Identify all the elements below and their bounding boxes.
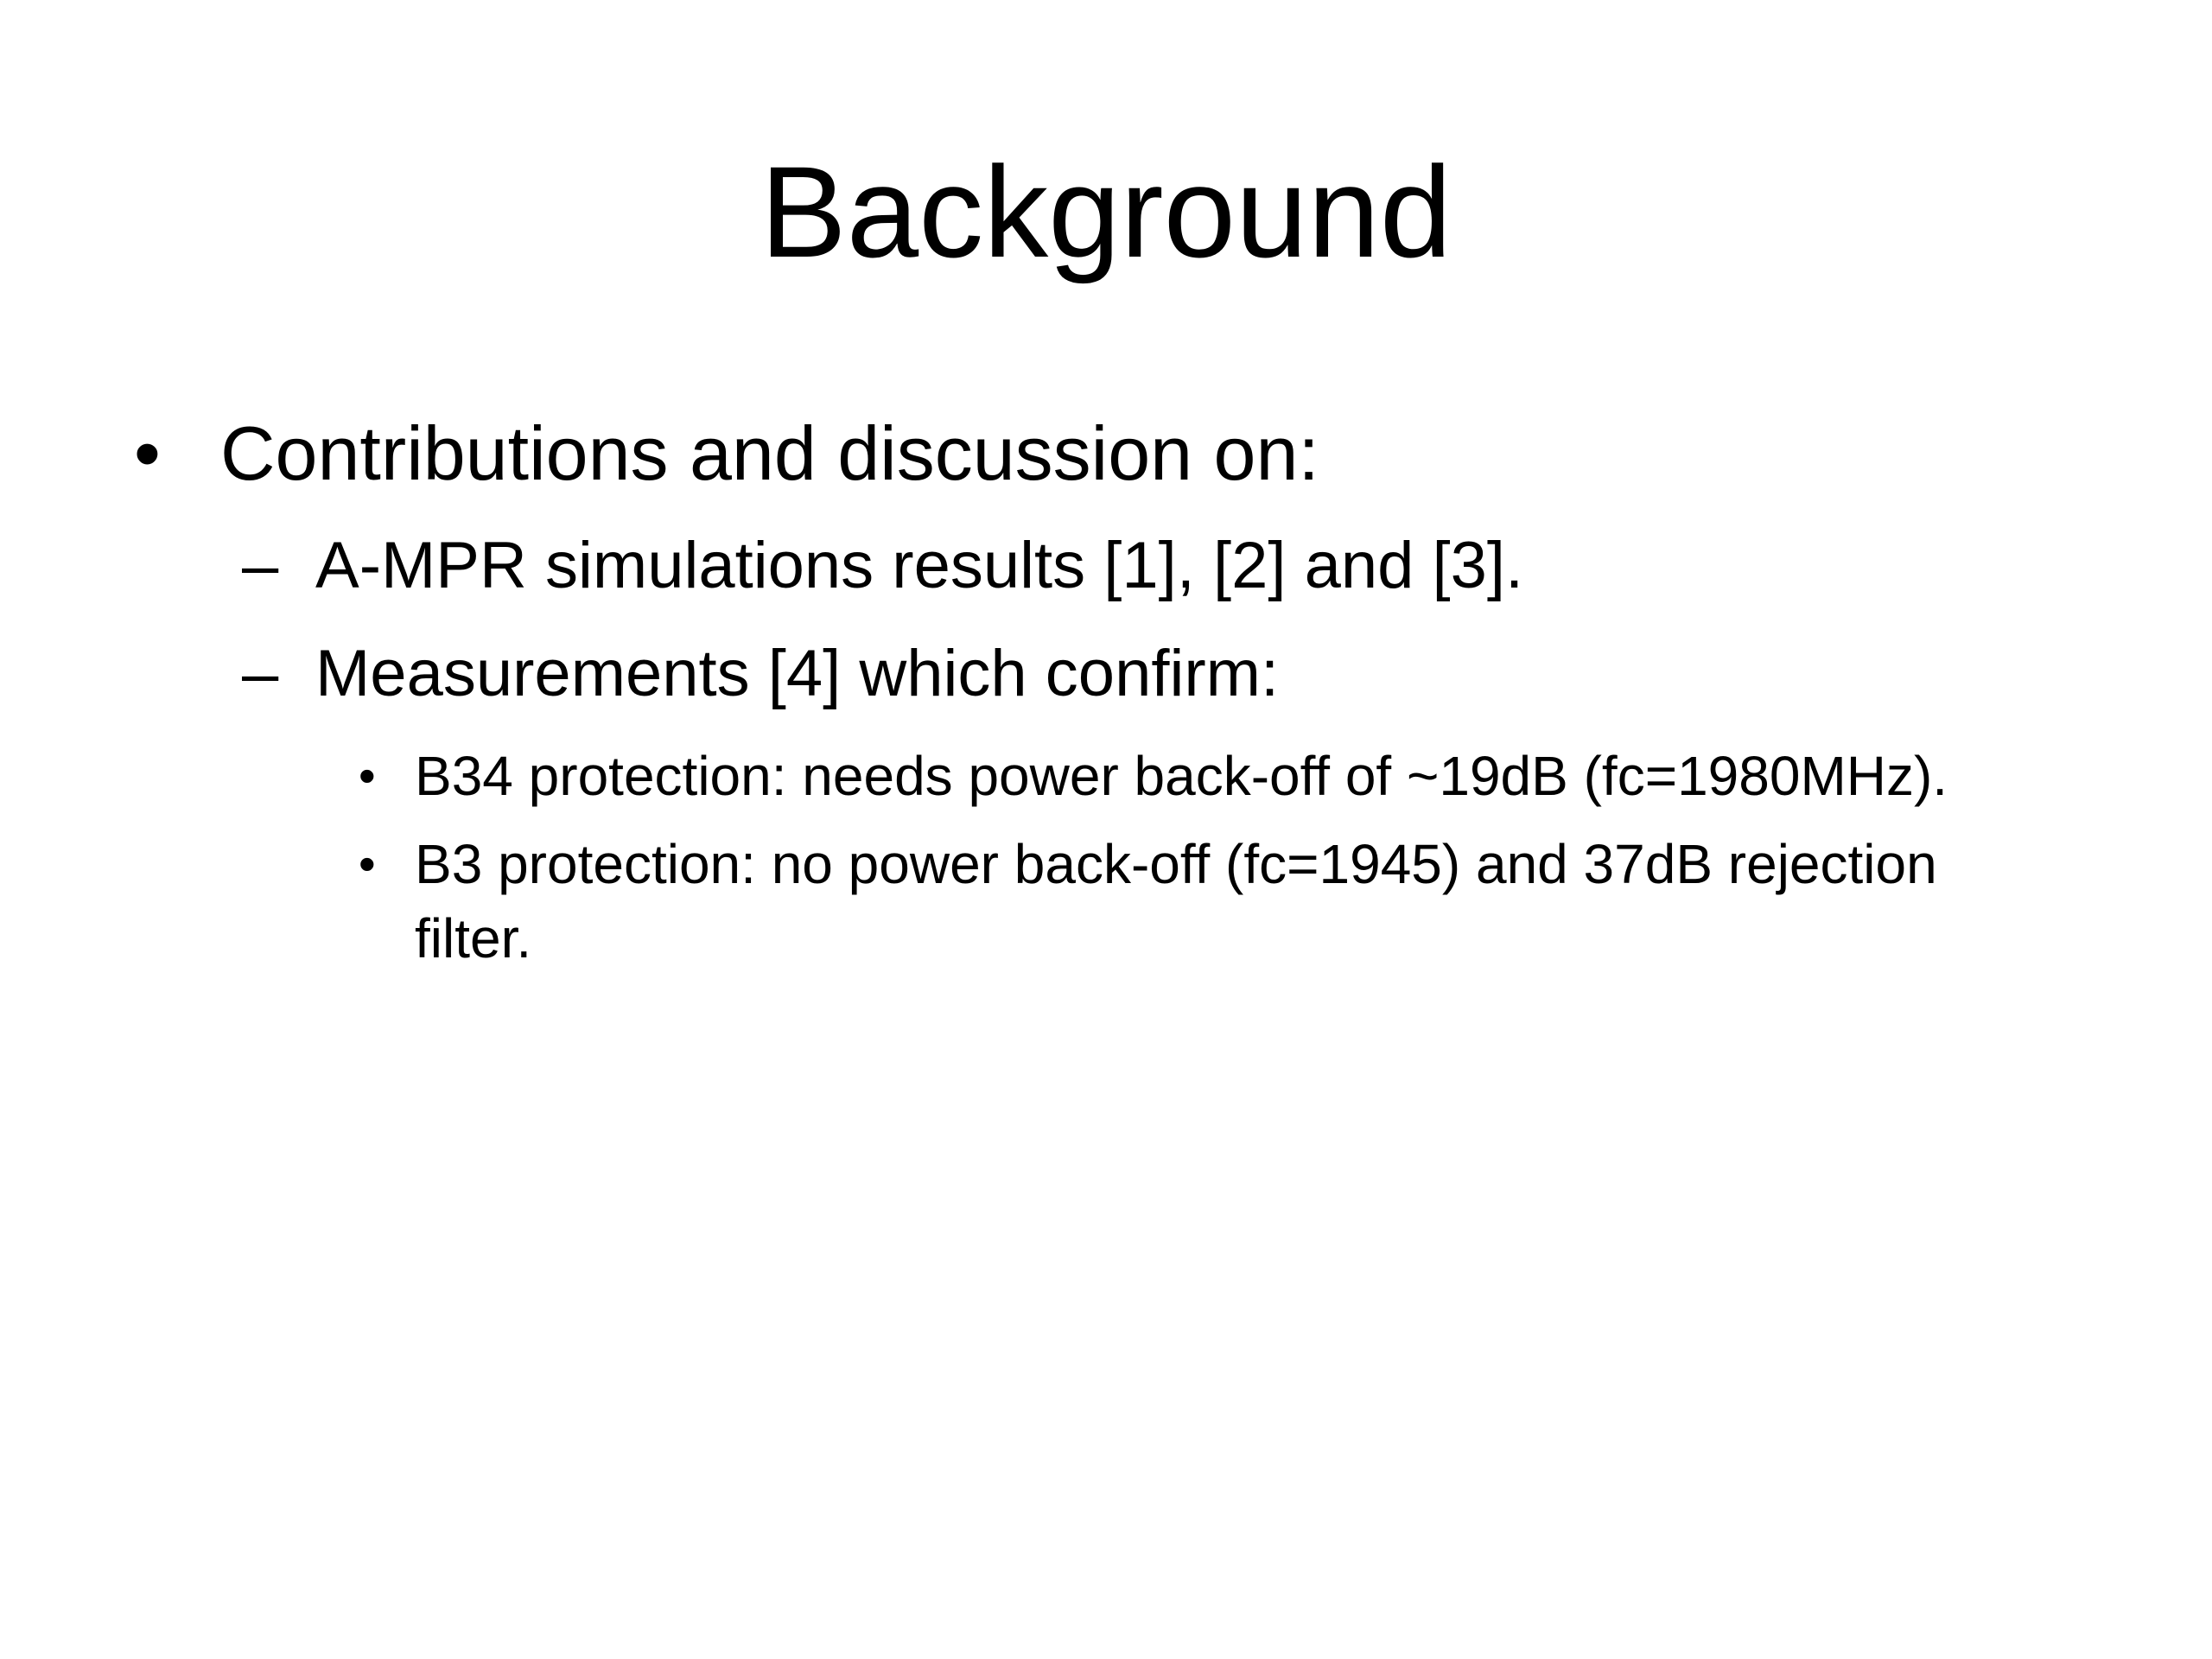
bullet-text: A-MPR simulations results [1], [2] and [3].: [315, 529, 1524, 602]
bullet-level3-b34: [359, 739, 2069, 817]
bullet-level1: [134, 406, 2035, 501]
bullet-level2-simulations: [242, 523, 2056, 609]
dash-marker: –: [242, 637, 279, 710]
slide-title: Background: [760, 139, 1452, 284]
bullet-text: B3 protection: no power back-off (fc=1945) and 37dB rejection filter.: [415, 833, 1937, 969]
bullet-marker: •: [359, 836, 376, 891]
bullet-text: Measurements [4] which confirm:: [315, 637, 1280, 710]
bullet-marker: •: [134, 410, 161, 496]
bullet-level2-measurements: [242, 631, 2056, 717]
dash-marker: –: [242, 529, 279, 602]
bullet-text: B34 protection: needs power back-off of ~19dB (fc=1980MHz).: [415, 745, 1948, 807]
bullet-level3-b3: [359, 827, 2069, 982]
bullet-text: Contributions and discussion on:: [220, 410, 1319, 496]
bullet-marker: •: [359, 748, 376, 803]
